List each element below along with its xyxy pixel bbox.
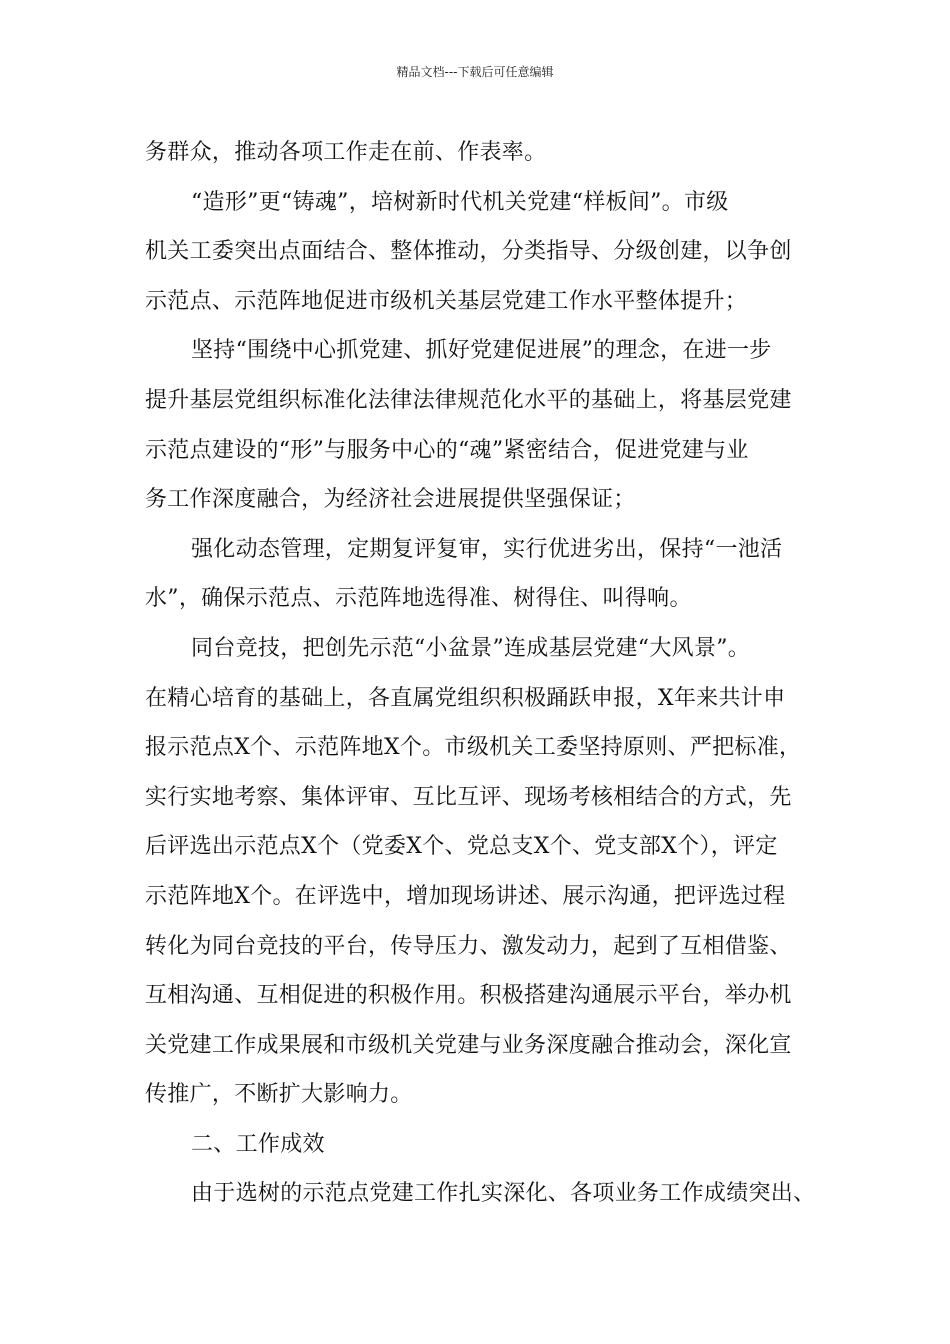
text-line: 机关工委突出点面结合、整体推动，分类指导、分级创建，以争创 <box>145 239 792 265</box>
text-line: 互相沟通、互相促进的积极作用。积极搭建沟通展示平台，举办机 <box>145 983 792 1009</box>
page-header: 精品文档---下载后可任意编辑 <box>396 65 554 79</box>
text-line: 提升基层党组织标准化法律法律规范化水平的基础上，将基层党建 <box>145 387 792 413</box>
text-line: 传推广，不断扩大影响力。 <box>145 1082 413 1108</box>
text-line: 示范阵地X个。在评选中，增加现场讲述、展示沟通，把评选过程 <box>145 883 786 909</box>
text-line: 务群众，推动各项工作走在前、作表率。 <box>145 140 547 165</box>
document-body <box>145 128 825 1219</box>
text-line: 关党建工作成果展和市级机关党建与业务深度融合推动会，深化宣 <box>145 1032 792 1058</box>
section-heading: 二、工作成效 <box>191 1131 325 1157</box>
text-line: 示范点、示范阵地促进市级机关基层党建工作水平整体提升； <box>145 288 748 314</box>
paragraph-start-line: 强化动态管理，定期复评复审，实行优进劣出，保持“一池活 <box>191 536 783 562</box>
text-line: 转化为同台竞技的平台，传导压力、激发动力，起到了互相借鉴、 <box>145 933 792 959</box>
text-line: 水”，确保示范点、示范阵地选得准、树得住、叫得响。 <box>145 586 692 612</box>
text-line: 实行实地考察、集体评审、互比互评、现场考核相结合的方式，先 <box>145 784 792 810</box>
text-line: 示范点建设的“形”与服务中心的“魂”紧密结合，促进党建与业 <box>145 437 749 463</box>
paragraph-start-line: 坚持“围绕中心抓党建、抓好党建促进展”的理念，在进一步 <box>191 338 772 364</box>
paragraph-start-line: “造形”更“铸魂”，培树新时代机关党建“样板间”。市级 <box>191 189 729 215</box>
text-line: 在精心培育的基础上，各直属党组织积极踊跃申报，X年来共计申 <box>145 685 786 711</box>
paragraph-start-line: 同台竞技，把创先示范“小盆景”连成基层党建“大风景”。 <box>191 635 751 661</box>
paragraph-start-line: 由于选树的示范点党建工作扎实深化、各项业务工作成绩突出、 <box>191 1181 816 1207</box>
text-line: 后评选出示范点X个（党委X个、党总支X个、党支部X个），评定 <box>145 834 778 860</box>
text-line: 报示范点X个、示范阵地X个。市级机关工委坚持原则、严把标准， <box>145 735 802 761</box>
text-line: 务工作深度融合，为经济社会进展提供坚强保证； <box>145 487 636 513</box>
